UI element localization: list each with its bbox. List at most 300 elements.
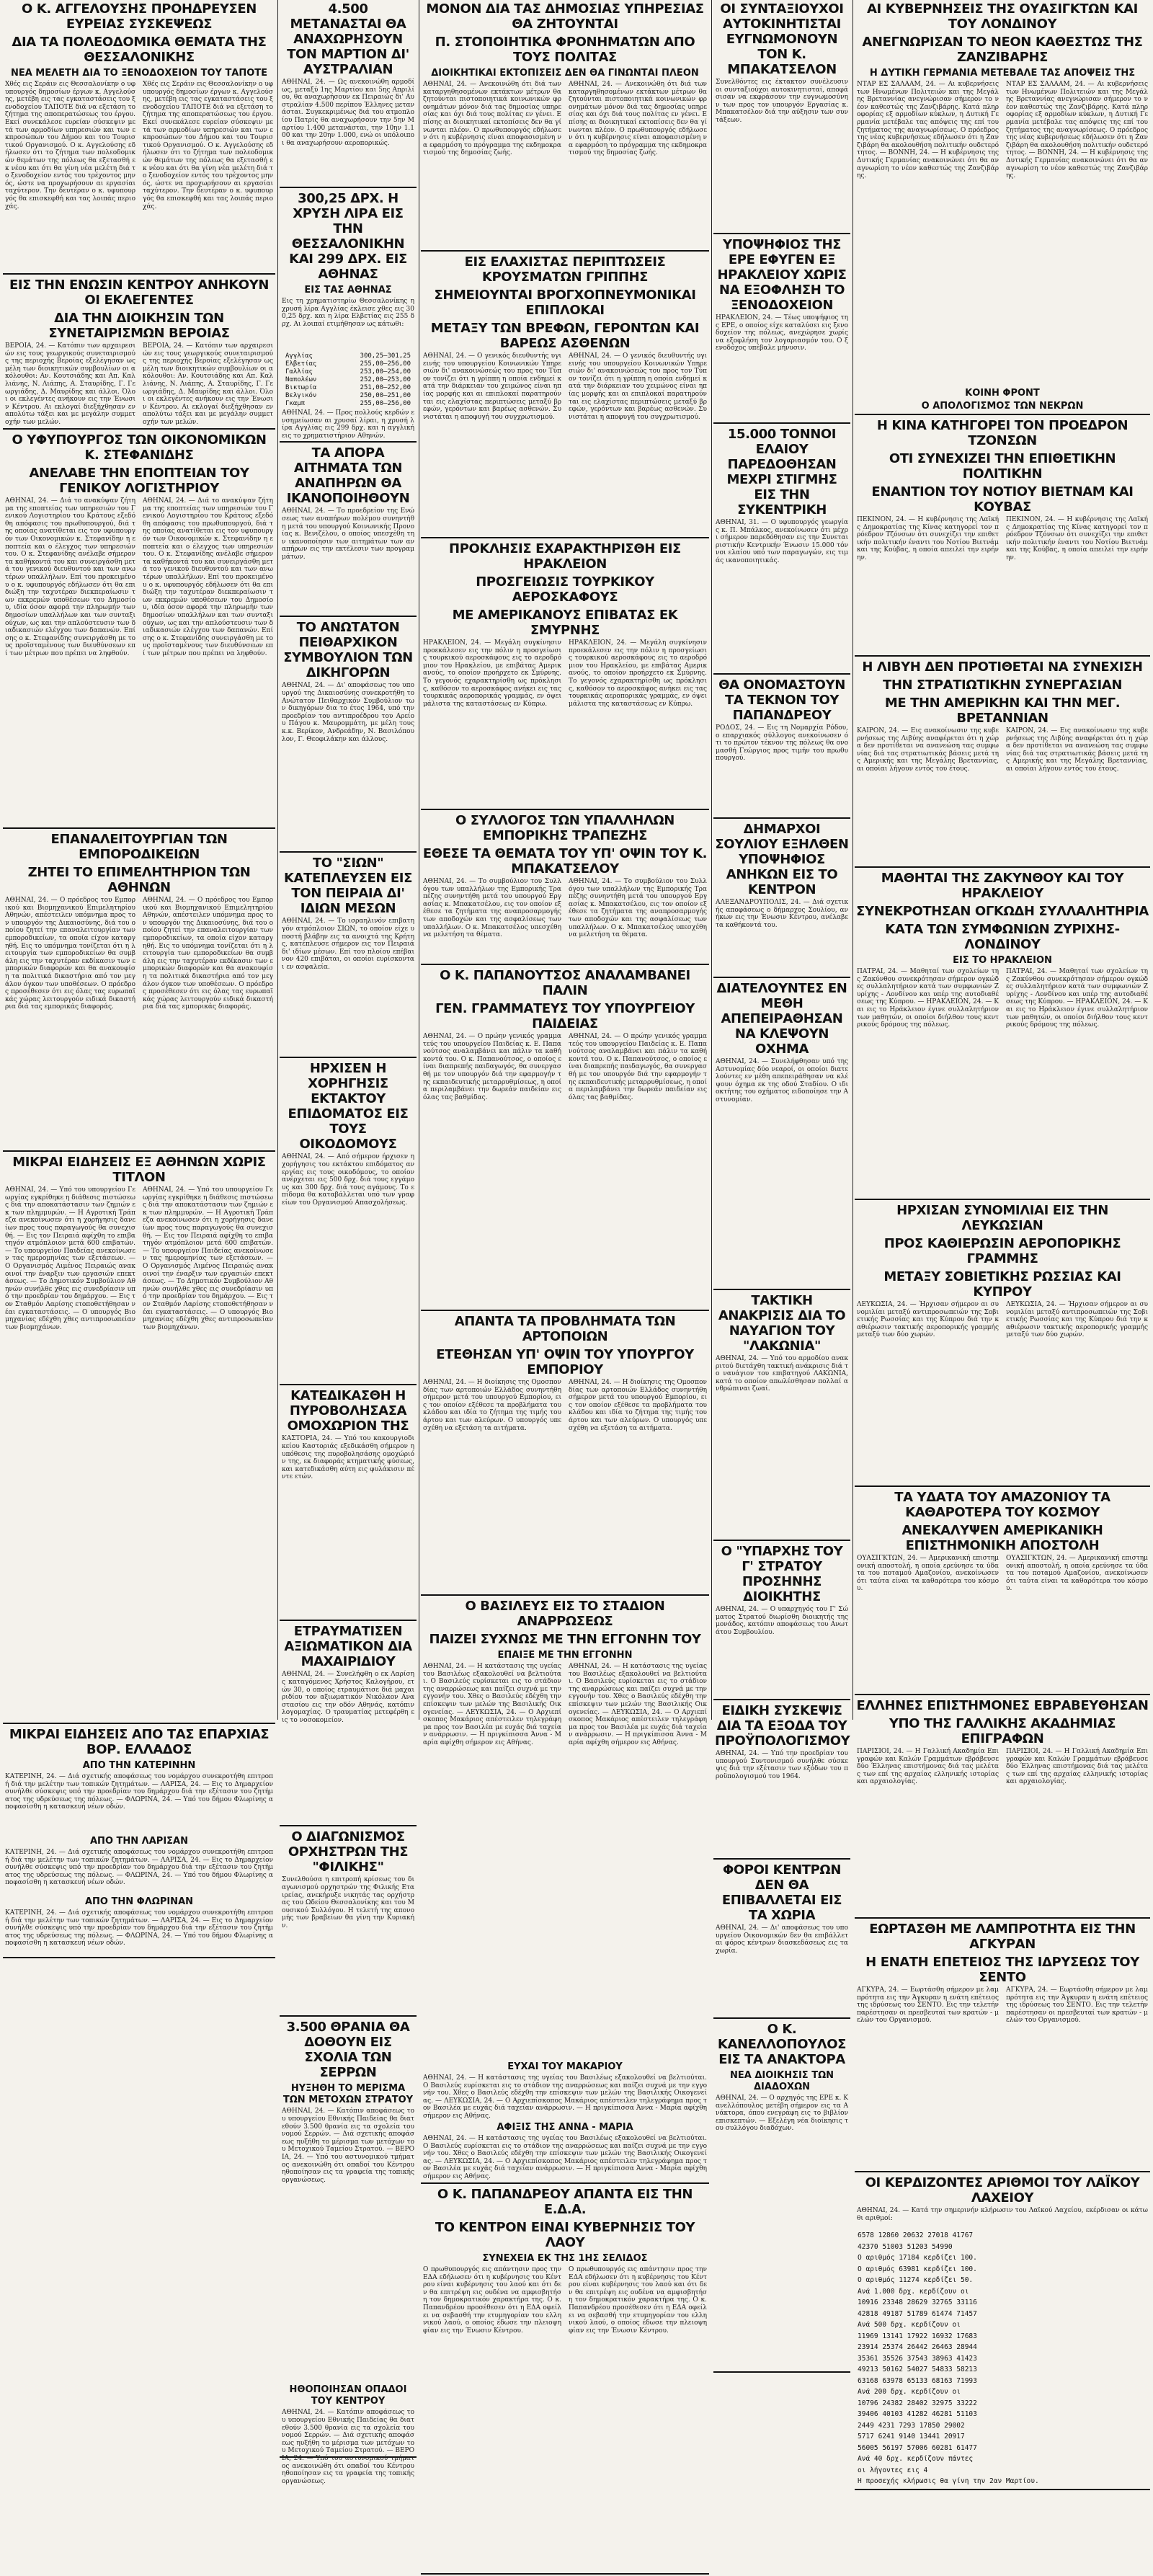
article-body bbox=[855, 968, 1150, 1197]
lottery-number-line: 42370 51003 51203 54990 bbox=[858, 2242, 953, 2251]
headline: Ο Κ. ΠΑΠΑΝΔΡΕΟΥ ΑΠΑΝΤΑ ΕΙΣ ΤΗΝ Ε.Δ.Α. bbox=[437, 2187, 693, 2217]
headline: Ο ΣΥΛΛΟΓΟΣ ΤΩΝ ΥΠΑΛΛΗΛΩΝ ΕΜΠΟΡΙΚΗΣ ΤΡΑΠΕΖΗΣ bbox=[455, 813, 675, 843]
body-text-continued: ΝΤΑΡ ΕΣ ΣΑΛΑΑΜ, 24. — Αι κυβερνήσεις των Ηνωμένων Πολιτειών και της Μεγάλης Βρεταννίας ανεγνώρισαν σήμερον το νέον καθεστώς της Ζανζιβάρης. Κατά πληροφορίας εξ αρμοδίων κύκλων, η Δυτική Γερμανία μετέβαλε τας απόψεις της επί του ζητήματος της αναγνωρίσεως. Ο πρόεδρος της νέας κυβερνήσεως εδήλωσεν ότι η Ζανζιβάρη θα ακολουθήση πολιτικήν ουδετερότητος. — ΒΟΝΝΗ, 24. — Η κυβέρνησις της Δυτικής Γερμανίας ανακοινώνει ότι θα αναγνωρίση το νέον καθεστώς της Ζανζιβάρης. bbox=[1006, 81, 1148, 180]
headline: Ο ΒΑΣΙΛΕΥΣ ΕΙΣ ΤΟ ΣΤΑΔΙΟΝ ΑΝΑΡΡΩΣΕΩΣ bbox=[465, 1599, 665, 1629]
headline: ΕΙΣ ΤΗΝ ΕΝΩΣΙΝ ΚΕΝΤΡΟΥ ΑΝΗΚΟΥΝ ΟΙ ΕΚΛΕΓΕΝΤΕΣ bbox=[9, 277, 269, 308]
article bbox=[421, 0, 709, 249]
article-body bbox=[3, 897, 275, 1149]
article bbox=[713, 1292, 850, 1538]
article bbox=[280, 2018, 417, 2485]
body-text: ΑΘΗΝΑΙ, 24. — Κατά την σημερινήν κλήρωσιν του Λαϊκού Λαχείου, εκέρδισαν οι κάτωθι αριθμοί: bbox=[857, 2207, 1148, 2222]
headline: ΑΝΕΚΑΛΥΨΕΝ ΑΜΕΡΙΚΑΝΙΚΗ ΕΠΙΣΤΗΜΟΝΙΚΗ ΑΠΟΣΤΟΛΗ bbox=[902, 1523, 1103, 1553]
body-text: ΑΛΕΞΑΝΔΡΟΥΠΟΛΙΣ, 24. — Διά σχετικής αποφάσεως ο δήμαρχος Σουλίου, ανήκων εις την Ένωσιν Κέντρου, ανέλαβε τα καθήκοντά του. bbox=[716, 899, 848, 929]
body-text: ΗΡΑΚΛΕΙΟΝ, 24. — Μεγάλη συγκίνησιν προεκάλεσεν εις την πόλιν η προσγείωσις τουρκικού αεροσκάφους εις το αεροδρόμιον του Ηρακλείου, με επιβάτας Αμερικανούς, το οποίον προήρχετο εκ Σμύρνης. Το γεγονός εχαρακτηρίσθη ως πρόκλησις, καθόσον το αεροσκάφος ανήκει εις τας τουρκικάς αεροπορικάς γραμμάς, εν όψει μάλιστα της καταστάσεως εν Κύπρω. bbox=[423, 639, 561, 708]
body-text: ΒΕΡΟΙΑ, 24. — Κατόπιν των αρχαιρεσιών εις τους γεωργικούς συνεταιρισμούς της περιοχής Βεροίας εξελέγησαν ως μέλη των διοικητικών συμβουλίων οι ακόλουθοι: Αν. Κουτσιάδης και Απ. Καλλιάνης, Ν. Λιάπης, Α. Σταυρίδης, Γ. Γεωργιάδης, Δ. Μαυρίδης και άλλοι. Όλοι οι εκλεγέντες ανήκουν εις την Ένωσιν Κέντρου. Αι εκλογαί διεξήχθησαν εν απολύτω τάξει και με μεγάλην συμμετοχήν των μελών. bbox=[5, 342, 135, 426]
section-heading: Ο ΑΠΟΛΟΓΙΣΜΟΣ ΤΩΝ ΝΕΚΡΩΝ bbox=[921, 401, 1084, 412]
headline: ΤΟ "ΣΙΩΝ" ΚΑΤΕΠΛΕΥΣΕΝ ΕΙΣ ΤΟΝ ΠΕΙΡΑΙΑ ΔΙ' ΙΔΙΩΝ ΜΕΣΩΝ bbox=[284, 856, 412, 917]
headline: ΠΡΟΣ ΚΑΘΙΕΡΩΣΙΝ ΑΕΡΟΠΟΡΙΚΗΣ ΓΡΑΜΜΗΣ bbox=[883, 1236, 1121, 1266]
article-body bbox=[421, 2266, 709, 2572]
article-divider bbox=[280, 2015, 417, 2017]
article bbox=[280, 190, 417, 440]
article-body bbox=[3, 81, 275, 272]
headline: ΟΤΙ ΣΥΝΕΧΙΖΕΙ ΤΗΝ ΕΠΙΘΕΤΙΚΗΝ ΠΟΛΙΤΙΚΗΝ bbox=[889, 451, 1116, 481]
headline: ΔΙΑ ΤΑ ΠΟΛΕΟΔΟΜΙΚΑ ΘΕΜΑΤΑ ΤΗΣ ΘΕΣΣΑΛΟΝΙΚΗΣ bbox=[12, 35, 267, 65]
article-divider bbox=[421, 809, 709, 810]
article bbox=[855, 2174, 1150, 2487]
subheadline: ΕΙΣ ΤΟ ΗΡΑΚΛΕΙΟΝ bbox=[953, 955, 1052, 966]
currency-rate: 255,00—256,00 bbox=[360, 400, 411, 407]
column-1 bbox=[3, 0, 275, 1960]
article-divider bbox=[713, 1858, 850, 1860]
currency-rate: 251,00—252,00 bbox=[360, 384, 411, 391]
body-text: ΑΘΗΝΑΙ, 24. — Κατόπιν αποφάσεως του υπουργείου Εθνικής Παιδείας θα διατεθούν 3.500 θρανία εις τα σχολεία του νομού Σερρών. — Διά σχετικής αποφάσεως ηυξήθη το μέρισμα των μετόχων του Μετοχικού Ταμείου Στρατού. — ΒΕΡΟΙΑ, 24. — Υπό του αστυνομικού τμήματος ανεκοινώθη ότι οπαδοί του Κέντρου ηθοποίησαν εις τα γραφεία της τοπικής οργανώσεως. bbox=[282, 2108, 414, 2184]
body-text: ΑΘΗΝΑΙ, 24. — Συνελήφθησαν υπό της Αστυνομίας δύο νεαροί, οι οποίοι διατελούντες εν μέθη απεπειράθησαν να κλέψουν όχημα εκ της οδού Σταδίου. Ο ιδιοκτήτης του οχήματος ειδοποίησε την Αστυνομίαν. bbox=[716, 1058, 848, 1103]
article-divider bbox=[421, 1310, 709, 1311]
article-divider bbox=[855, 866, 1150, 868]
subheadline: ΝΕΑ ΔΙΟΙΚΗΣΙΣ ΤΩΝ ΔΙΑΔΟΧΩΝ bbox=[729, 2070, 834, 2092]
headline: ΖΗΤΕΙ ΤΟ ΕΠΙΜΕΛΗΤΗΡΙΟΝ ΤΩΝ ΑΘΗΝΩΝ bbox=[27, 865, 251, 895]
headline: Η ΕΝΑΤΗ ΕΠΕΤΕΙΟΣ ΤΗΣ ΙΔΡΥΣΕΩΣ ΤΟΥ ΣΕΝΤΟ bbox=[865, 1955, 1139, 1985]
body-text-continued: Ο πρωθυπουργός εις απάντησιν προς την ΕΔΑ εδήλωσεν ότι η κυβέρνησις του Κέντρου είναι κυβέρνησις του λαού και ότι δεν θα επιτρέψη εις ουδένα να αμφισβητήση τον δημοκρατικόν χαρακτήρα της. Ο κ. Παπανδρέου προσέθεσεν ότι η ΕΔΑ οφείλει να σεβασθή την ετυμηγορίαν του ελληνικού λαού, ο οποίος έδωσε την πλειοψηφίαν εις την Ένωσιν Κέντρου. bbox=[569, 2266, 707, 2335]
subheadline: ΑΠΟ ΤΗΝ ΚΑΤΕΡΙΝΗΝ bbox=[82, 1760, 196, 1771]
body-text-continued: ΛΕΥΚΩΣΙΑ, 24. — Ήρχισαν σήμερον αι συνομιλίαι μεταξύ αντιπροσωπειών της Σοβιετικής Ρωσσίας και της Κύπρου διά την καθιέρωσιν τακτικής αεροπορικής γραμμής μεταξύ των δύο χωρών. bbox=[1006, 1301, 1148, 1339]
body-text-continued: ΟΥΑΣΙΓΚΤΩΝ, 24. — Αμερικανική επιστημονική αποστολή, η οποία ερεύνησε τα ύδατα του ποταμού Αμαζονίου, ανεκοίνωσεν ότι ταύτα είναι τα καθαρότερα του κόσμου. bbox=[1006, 1555, 1148, 1593]
body-text-continued: ΑΘΗΝΑΙ, 24. — Η κατάστασις της υγείας του Βασιλέως εξακολουθεί να βελτιούται. Ο Βασιλεύς ευρίσκεται εις το στάδιον της αναρρώσεως και παίζει συχνά με την εγγονήν του. Χθες ο Βασιλεύς εδέχθη την επίσκεψιν των μελών της Βασιλικής Οικογενείας. — ΛΕΥΚΩΣΙΑ, 24. — Ο Αρχιεπίσκοπος Μακάριος απέστειλεν τηλεγράφημα προς τον Βασιλέα με ευχάς διά ταχείαν ανάρρωσιν. — Η πριγκίπισσα Άννα - Μαρία αφίχθη σήμερον εις Αθήνας. bbox=[569, 1663, 707, 1746]
article-body bbox=[855, 1555, 1150, 1692]
article-body bbox=[421, 352, 709, 536]
lottery-number-line: 39406 40103 41282 46281 51103 bbox=[858, 2410, 977, 2418]
article-body bbox=[855, 81, 1150, 386]
article-body bbox=[421, 1663, 709, 2060]
headline: 15.000 ΤΟΝΝΟΙ ΕΛΑΙΟΥ ΠΑΡΕΔΟΘΗΣΑΝ ΜΕΧΡΙ ΣΤΙΓΜΗΣ ΕΙΣ ΤΗΝ ΣΥΚΕΝΤΡΙΚΗ bbox=[726, 427, 837, 518]
lottery-number-line: 63168 63978 65133 68163 71993 bbox=[858, 2376, 977, 2385]
article bbox=[280, 1060, 417, 1382]
exchange-rates-table bbox=[280, 351, 417, 409]
headline: ΣΗΜΕΙΟΥΝΤΑΙ ΒΡΟΓΧΟΠΝΕΥΜΟΝΙΚΑΙ ΕΠΙΠΛΟΚΑΙ bbox=[434, 288, 696, 318]
article-divider bbox=[713, 1540, 850, 1541]
column-5 bbox=[855, 0, 1150, 2492]
article-body bbox=[3, 342, 275, 427]
article-body bbox=[855, 727, 1150, 865]
body-text: Εις τη χρηματιστηρίω Θεσσαλονίκης η χρυσή λίρα Αγγλίας έκλεισε χθες εις 300,25 δρχ. και η λίρα Ελβετίας εις 255 δρχ. Αι λοιπαί ετιμήθησαν ως κάτωθι: bbox=[282, 298, 414, 328]
lottery-number-line: 35361 35526 37543 38963 41423 bbox=[858, 2354, 977, 2363]
article-divider bbox=[421, 2573, 709, 2575]
body-text: ΑΘΗΝΑΙ, 24. — Από σήμερον ήρχισεν η χορήγησις του εκτάκτου επιδόματος ανεργίας εις τους οικοδόμους, το οποίον ανέρχεται εις 500 δρχ. διά τους εγγάμους και 300 δρχ. διά τους αγάμους. Το επίδομα θα καταβάλλεται υπό των γραφείων του Οργανισμού Απασχολήσεως. bbox=[282, 1153, 414, 1207]
currency-name: Γαλλίας bbox=[285, 368, 313, 376]
body-text: ΠΑΤΡΑΙ, 24. — Μαθηταί των σχολείων της Ζακύνθου συνεκρότησαν σήμερον ογκώδες συλλαλητήριον κατά των συμφωνιών Ζυρίχης - Λονδίνου και υπέρ της αυτοδιαθέσεως της Κύπρου. — ΗΡΑΚΛΕΙΟΝ, 24. — Και εις το Ηράκλειον έγινε συλλαλητήριον των μαθητών, οι οποίοι διήλθον τους κεντρικούς δρόμους της πόλεως. bbox=[857, 968, 999, 1029]
body-text-snippet: ΚΑΤΕΡΙΝΗ, 24. — Διά σχετικής αποφάσεως του νομάρχου συνεκροτήθη επιτροπή διά την μελέτην των τοπικών ζητημάτων. — ΛΑΡΙΣΑ, 24. — Εις το Δημαρχείον συνήλθε σύσκεψις υπό την προεδρίαν του δημάρχου διά την εξέτασιν του ζητήματος της υδρεύσεως της πόλεως. — ΦΛΩΡΙΝΑ, 24. — Υπό του δήμου Φλωρίνης αποφασίσθη η κατασκευή νέων οδών. bbox=[5, 1849, 273, 1887]
article-divider bbox=[855, 2171, 1150, 2172]
subheadline: ΣΥΝΕΧΕΙΑ ΕΚ ΤΗΣ 1ΗΣ ΣΕΛΙΔΟΣ bbox=[482, 2253, 648, 2264]
headline: ΕΝΑΝΤΙΟΝ ΤΟΥ ΝΟΤΙΟΥ ΒΙΕΤΝΑΜ ΚΑΙ ΚΟΥΒΑΣ bbox=[871, 484, 1134, 515]
headline: ΤΑ ΥΔΑΤΑ ΤΟΥ ΑΜΑΖΟΝΙΟΥ ΤΑ ΚΑΘΑΡΟΤΕΡΑ ΤΟΥ ΚΟΣΜΟΥ bbox=[894, 1490, 1110, 1520]
body-text-continued: ΑΘΗΝΑΙ, 24. — Ανεκοινώθη ότι διά των καταργηθησομένων εκτάκτων μέτρων θα ζητούνται πιστοποιητικά κοινωνικών φρονημάτων μόνον διά τας δημοσίας υπηρεσίας και όχι διά τους πολίτας εν γένει. Επίσης αι διοικητικαί εκτοπίσεις δεν θα γίνωνται πλέον. Ο πρωθυπουργός εδήλωσεν ότι η κυβέρνησις είναι αποφασισμένη να εφαρμόση το πρόγραμμα της εκδημοκρατισμού της δημοσίας ζωής. bbox=[569, 81, 707, 157]
article-divider bbox=[3, 273, 275, 275]
article-divider bbox=[280, 1825, 417, 1826]
column-rule bbox=[852, 0, 853, 1720]
headline: ΕΛΛΗΝΕΣ ΕΠΙΣΤΗΜΟΝΕΣ ΕΒΡΑΒΕΥΘΗΣΑΝ bbox=[856, 1698, 1149, 1713]
lottery-number-line: Ανά 40 δρχ. κερδίζουν πάντες bbox=[858, 2455, 974, 2463]
lottery-number-line: οι λήγοντες εις 4 bbox=[858, 2466, 928, 2474]
article-divider bbox=[280, 441, 417, 443]
article-divider bbox=[3, 1723, 275, 1724]
article bbox=[713, 676, 850, 816]
body-text-continued: ΑΘΗΝΑΙ, 24. — Το συμβούλιον του Συλλόγου των υπαλλήλων της Εμπορικής Τραπέζης συνηντήθη μετά του υπουργού Εργασίας κ. Μπακατσέλου, εις τον οποίον εξέθεσε τα ζητήματα της αναπροσαρμογής των αποδοχών και της ασφαλίσεως των υπαλλήλων. Ο κ. Μπακατσέλος υπεσχέθη να μελετήση τα θέματα. bbox=[569, 878, 707, 939]
currency-rate: 252,00—253,00 bbox=[360, 376, 411, 383]
body-text: ΑΘΗΝΑΙ, 24. — Η διοίκησις της Ομοσπονδίας των αρτοποιών Ελλάδος συνηντήθη σήμερον μετά του υπουργού Εμπορίου, εις τον οποίον εξέθεσε τα προβλήματα του κλάδου και ιδία το ζήτημα της τιμής του άρτου και των αλεύρων. Ο υπουργός υπεσχέθη να εξετάση τα αιτήματα. bbox=[423, 1379, 561, 1432]
article bbox=[421, 2185, 709, 2572]
headline: Π. ΣΤΟΠΟΙΗΤΙΚΑ ΦΡΟΝΗΜΑΤΩΝ ΑΠΟ ΤΟΥΣ ΠΟΛΙΤΑΣ bbox=[435, 35, 695, 65]
lottery-number-line: 10916 23348 28629 32765 33116 bbox=[858, 2299, 977, 2306]
lottery-number-line: 6578 12860 20632 27018 41767 bbox=[858, 2231, 974, 2239]
headline: ΦΟΡΟΙ ΚΕΝΤΡΩΝ ΔΕΝ ΘΑ ΕΠΙΒΑΛΛΕΤΑΙ ΕΙΣ ΤΑ ΧΩΡΙΑ bbox=[721, 1862, 842, 1923]
article-divider bbox=[855, 2489, 1150, 2490]
body-text: ΑΘΗΝΑΙ, 24. — Προς πολλούς κερδών ενσημείωσαν αι χρυσαί λίραι, η χρυσή λίρα Αγγλίας εις 299 δρχ. και η αγγλική εις το χρηματιστήριον Αθηνών. bbox=[282, 409, 414, 440]
body-text: ΚΑΙΡΟΝ, 24. — Εις ανακοίνωσιν της κυβερνήσεως της Λιβύης αναφέρεται ότι η χώρα δεν προτίθεται να ανανεώση τας συμφωνίας διά τας στρατιωτικάς βάσεις μετά της Αμερικής και της Μεγάλης Βρεταννίας, αι οποίαι λήγουν εντός του έτους. bbox=[857, 727, 999, 773]
article-divider bbox=[3, 1150, 275, 1152]
currency-name: Ναπολέων bbox=[285, 376, 317, 383]
body-text: ΟΥΑΣΙΓΚΤΩΝ, 24. — Αμερικανική επιστημονική αποστολή, η οποία ερεύνησε τα ύδατα του ποταμού Αμαζονίου, ανεκοίνωσεν ότι ταύτα είναι τα καθαρότερα του κόσμου. bbox=[857, 1555, 999, 1593]
article-divider bbox=[713, 673, 850, 675]
subheadline: Η ΔΥΤΙΚΗ ΓΕΡΜΑΝΙΑ ΜΕΤΕΒΑΛΕ ΤΑΣ ΑΠΟΨΕΙΣ ΤΗΣ bbox=[869, 68, 1136, 79]
subheadline: ΕΙΣ ΤΑΣ ΑΘΗΝΑΣ bbox=[304, 285, 392, 296]
currency-name: Βελγικόν bbox=[285, 392, 317, 399]
body-text: ΑΘΗΝΑΙ, 24. — Το προεδρείον της Ενώσεως των αναπήρων πολέμου συνηντήθη μετά του υπουργού Κοινωνικής Προνοίας κ. Βενιζέλου, ο οποίος υπεσχέθη την ικανοποίησιν των αιτημάτων των αναπήρων εις την εκτέλεσιν των προγραμμάτων. bbox=[282, 507, 414, 561]
body-text: ΑΘΗΝΑΙ, 31. — Ο υφυπουργός γεωργίας κ. Π. Μπάλκος, ανεκοίνωσεν ότι μέχρι σήμερον παρεδόθησαν εις την Συνεταιριστικήν Κεντρικήν Ένωσιν 15.000 τόννοι ελαίου υπό των παραγωγών, εις τιμάς ικανοποιητικάς. bbox=[716, 519, 848, 564]
article bbox=[3, 431, 275, 826]
body-text: ΑΘΗΝΑΙ, 24. — Το συμβούλιον του Συλλόγου των υπαλλήλων της Εμπορικής Τραπέζης συνηντήθη μετά του υπουργού Εργασίας κ. Μπακατσέλου, εις τον οποίον εξέθεσε τα ζητήματα της αναπροσαρμογής των αποδοχών και της ασφαλίσεως των υπαλλήλων. Ο κ. Μπακατσέλος υπεσχέθη να μελετήση τα θέματα. bbox=[423, 878, 561, 939]
article-divider bbox=[855, 1694, 1150, 1695]
headline: ΣΥΝΕΚΡΟΤΗΣΑΝ ΟΓΚΩΔΗ ΣΥΛΛΑΛΗΤΗΡΙΑ bbox=[856, 904, 1149, 919]
lottery-number-line: 11969 13141 17922 16932 17683 bbox=[858, 2332, 977, 2340]
body-text-continued: ΒΕΡΟΙΑ, 24. — Κατόπιν των αρχαιρεσιών εις τους γεωργικούς συνεταιρισμούς της περιοχής Βεροίας εξελέγησαν ως μέλη των διοικητικών συμβουλίων οι ακόλουθοι: Αν. Κουτσιάδης και Απ. Καλλιάνης, Ν. Λιάπης, Α. Σταυρίδης, Γ. Γεωργιάδης, Δ. Μαυρίδης και άλλοι. Όλοι οι εκλεγέντες ανήκουν εις την Ένωσιν Κέντρου. Αι εκλογαί διεξήχθησαν εν απολύτω τάξει και με μεγάλην συμμετοχήν των μελών. bbox=[143, 342, 273, 426]
article-body bbox=[421, 1033, 709, 1308]
table-row bbox=[285, 352, 411, 360]
article bbox=[855, 1920, 1150, 2169]
headline: ΠΡΟΚΛΗΣΙΣ ΕΧΑΡΑΚΤΗΡΙΣΘΗ ΕΙΣ ΗΡΑΚΛΕΙΟΝ bbox=[449, 541, 681, 572]
article-body bbox=[855, 516, 1150, 654]
body-text: ΑΘΗΝΑΙ, 24. — Το ισραηλινόν επιβατηγόν ατμόπλοιον ΣΙΩΝ, το οποίον είχε υποστή βλάβην εις τα ανοιχτά της Κρήτης, κατέπλευσε σήμερον εις τον Πειραιά δι' ιδίων μέσων. Επί του πλοίου επέβαινον 420 επιβάται, οι οποίοι ευρίσκονται εν ασφαλεία. bbox=[282, 918, 414, 971]
lottery-number-line: Ανά 1.000 δρχ. κερδίζουν οι bbox=[858, 2287, 969, 2296]
article bbox=[855, 1488, 1150, 1692]
headline: ΑΠΑΝΤΑ ΤΑ ΠΡΟΒΛΗΜΑΤΑ ΤΩΝ ΑΡΤΟΠΟΙΩΝ bbox=[454, 1314, 676, 1344]
article bbox=[855, 1202, 1150, 1484]
subheadline: ΗΘΟΠΟΙΗΣΑΝ ΟΠΑΔΟΙ ΤΟΥ ΚΕΝΤΡΟΥ bbox=[289, 2384, 407, 2407]
headline: ΔΙΑΤΕΛΟΥΝΤΕΣ ΕΝ ΜΕΘΗ ΑΠΕΠΕΙΡΑΘΗΣΑΝ ΝΑ ΚΛΕΨΟΥΝ ΟΧΗΜΑ bbox=[716, 981, 847, 1057]
headline: ΗΡΧΙΣΕΝ Η ΧΟΡΗΓΗΣΙΣ ΕΚΤΑΚΤΟΥ ΕΠΙΔΟΜΑΤΟΣ ΕΙΣ ΤΟΥΣ ΟΙΚΟΔΟΜΟΥΣ bbox=[288, 1061, 409, 1152]
column-rule bbox=[711, 0, 712, 1720]
headline: 4.500 ΜΕΤΑΝΑΣΤΑΙ ΘΑ ΑΝΑΧΩΡΗΣΟΥΝ ΤΟΝ ΜΑΡΤΙΟΝ ΔΙ' ΑΥΣΤΡΑΛΙΑΝ bbox=[287, 1, 409, 77]
body-text: ΠΕΚΙΝΟΝ, 24. — Η κυβέρνησις της Λαϊκής Δημοκρατίας της Κίνας κατηγορεί τον πρόεδρον Τζόνσων ότι συνεχίζει την επιθετικήν πολιτικήν έναντι του Νοτίου Βιετνάμ και της Κούβας, η οποία απειλεί την ειρήνην. bbox=[857, 516, 999, 561]
headline: Η ΛΙΒΥΗ ΔΕΝ ΠΡΟΤΙΘΕΤΑΙ ΝΑ ΣΥΝΕΧΙΣΗ bbox=[862, 659, 1143, 675]
article-divider bbox=[713, 977, 850, 978]
headline: ΟΙ ΣΥΝΤΑΞΙΟΥΧΟΙ ΑΥΤΟΚΙΝΗΤΙΣΤΑΙ ΕΥΓΝΩΜΟΝΟΥΝ ΤΟΝ Κ. ΜΠΑΚΑΤΣΕΛΟΝ bbox=[720, 1, 844, 77]
body-text: ΡΟΔΟΣ, 24. — Εις τη Νομαρχία Ρόδου, ο επαρχιακός σύλλογος ανεκοίνωσεν ότι το πρώτον τέκνον της πόλεως θα ονομασθή Γεώργιος προς τιμήν του πρωθυπουργού. bbox=[716, 724, 848, 763]
subheadline: ΑΦΙΞΙΣ ΤΗΣ ΑΝΝΑ - ΜΑΡΙΑ bbox=[497, 2122, 633, 2133]
article-divider bbox=[280, 187, 417, 188]
article-divider bbox=[713, 817, 850, 819]
article bbox=[713, 1861, 850, 2016]
article-divider bbox=[280, 1620, 417, 1621]
column-2 bbox=[280, 0, 417, 2485]
article bbox=[421, 1313, 709, 1593]
subheadline: ΝΕΑ ΜΕΛΕΤΗ ΔΙΑ ΤΟ ΞΕΝΟΔΟΧΕΙΟΝ ΤΟΥ ΤΑΠΟΤΕ bbox=[10, 68, 268, 79]
article-divider bbox=[713, 1289, 850, 1290]
article-divider bbox=[421, 250, 709, 252]
headline: ΔΗΜΑΡΧΟΙ ΣΟΥΛΙΟΥ ΕΞΗΛΘΕΝ ΥΠΟΨΗΦΙΟΣ ΑΝΗΚΩΝ ΕΙΣ ΤΟ ΚΕΝΤΡΟΝ bbox=[715, 822, 849, 897]
headline: ΗΡΧΙΣΑΝ ΣΥΝΟΜΙΛΙΑΙ ΕΙΣ ΤΗΝ ΛΕΥΚΩΣΙΑΝ bbox=[896, 1203, 1108, 1233]
subheadline: ΑΠΟ ΤΗΝ ΛΑΡΙΣΑΝ bbox=[90, 1836, 188, 1847]
article bbox=[855, 417, 1150, 654]
lottery-number-line: 23914 25374 26442 26463 28944 bbox=[858, 2343, 977, 2351]
article bbox=[3, 1153, 275, 1721]
headline: ΑΝΕΓΝΩΡΙΣΑΝ ΤΟ ΝΕΟΝ ΚΑΘΕΣΤΩΣ ΤΗΣ ΖΑΝΖΙΒΑΡΗΣ bbox=[862, 35, 1143, 65]
section-heading: ΚΟΙΝΗ ΦΡΟΝΤ bbox=[965, 388, 1040, 399]
article bbox=[3, 830, 275, 1149]
body-text: ΝΤΑΡ ΕΣ ΣΑΛΑΑΜ, 24. — Αι κυβερνήσεις των Ηνωμένων Πολιτειών και της Μεγάλης Βρεταννίας ανεγνώρισαν σήμερον το νέον καθεστώς της Ζανζιβάρης. Κατά πληροφορίας εξ αρμοδίων κύκλων, η Δυτική Γερμανία μετέβαλε τας απόψεις της επί του ζητήματος της αναγνωρίσεως. Ο πρόεδρος της νέας κυβερνήσεως εδήλωσεν ότι η Ζανζιβάρη θα ακολουθήση πολιτικήν ουδετερότητος. — ΒΟΝΝΗ, 24. — Η κυβέρνησις της Δυτικής Γερμανίας ανακοινώνει ότι θα αναγνωρίση το νέον καθεστώς της Ζανζιβάρης. bbox=[857, 81, 999, 180]
headline: ΕΠΑΝΑΛΕΙΤΟΥΡΓΙΑΝ ΤΩΝ ΕΜΠΟΡΟΔΙΚΕΙΩΝ bbox=[50, 832, 228, 862]
article bbox=[713, 2020, 850, 2370]
table-row bbox=[285, 368, 411, 376]
article-divider bbox=[713, 2017, 850, 2019]
column-rule bbox=[277, 0, 278, 1720]
article-divider bbox=[3, 1957, 275, 1958]
article bbox=[280, 618, 417, 850]
headline: ΑΝΕΛΑΒΕ ΤΗΝ ΕΠΟΠΤΕΙΑΝ ΤΟΥ ΓΕΝΙΚΟΥ ΛΟΓΙΣΤΗΡΙΟΥ bbox=[29, 466, 249, 496]
body-text-continued: ΑΘΗΝΑΙ, 24. — Η διοίκησις της Ομοσπονδίας των αρτοποιών Ελλάδος συνηντήθη σήμερον μετά του υπουργού Εμπορίου, εις τον οποίον εξέθεσε τα προβλήματα του κλάδου και ιδία το ζήτημα της τιμής του άρτου και των αλεύρων. Ο υπουργός υπεσχέθη να εξετάση τα αιτήματα. bbox=[569, 1379, 707, 1432]
currency-name: Γκαμπ bbox=[285, 400, 306, 407]
body-text-continued: ΑΘΗΝΑΙ, 24. — Υπό του υπουργείου Γεωργίας εγκρίθηκε η διάθεσις πιστώσεως διά την αποκατάστασιν των ζημιών εκ των πλημμυρών. — Η Αγροτική Τράπεζα ανεκοίνωσεν ότι η χορήγησις δανείων προς τους παραγωγούς θα συνεχισθή. — Εις τον Πειραιά αφίχθη το επιβατηγόν ατμόπλοιον μετά 600 επιβατών. — Το υπουργείον Παιδείας ανεκοίνωσεν τας ημερομηνίας των εξετάσεων. — Ο Οργανισμός Λιμένος Πειραιώς ανακοινοί την έναρξιν των εργασιών επεκτάσεως. — Το Δημοτικόν Συμβούλιον Αθηνών συνήλθε χθες εις συνεδρίασιν υπό την προεδρίαν του δημάρχου. — Εις τον Σταθμόν Λαρίσης ετοποθετήθησαν νέαι εγκαταστάσεις. — Ο υπουργός Βιομηχανίας εδέχθη χθες αντιπροσωπείαν των βιομηχάνων. bbox=[143, 1186, 273, 1331]
headline: ΤΑΚΤΙΚΗ ΑΝΑΚΡΙΣΙΣ ΔΙΑ ΤΟ ΝΑΥΑΓΙΟΝ ΤΟΥ "ΛΑΚΩΝΙΑ" bbox=[718, 1293, 846, 1354]
body-text: ΑΘΗΝΑΙ, 24. — Δι' αποφάσεως του υπουργού της Δικαιοσύνης συνεκροτήθη το Ανώτατον Πειθαρχικόν Συμβούλιον των δικηγόρων δια το έτος 1964, υπό την προεδρίαν του αντιπροέδρου του Αρείου Πάγου κ. Μαυρομμάτη, με μέλη τους κ.κ. Βερίκον, Ανδρεάδην, Ν. Βασιλόπουλον, Γ. Θεοφιλάκην και άλλους. bbox=[282, 682, 414, 743]
article-divider bbox=[855, 1199, 1150, 1200]
article-divider bbox=[280, 616, 417, 617]
body-text-continued: Χθές εις Σεράιν εις Θεσσαλονίκην ο υφυπουργός δημοσίων έργων κ. Αγγελούσης, μετέβη εις τας εγκαταστάσεις του ξενοδοχείου ΤΑΠΟΤΕ διά να εξετάση το ζήτημα της αποπερατώσεως του έργου. Εκεί συνεκάλεσε ευρείαν σύσκεψιν μετά των αρμοδίων υπηρεσιών και των εκπροσώπων του Δήμου και του Τουριστικού Οργανισμού. Ο κ. Αγγελούσης εδήλωσεν ότι το ζήτημα των πολεοδομικών θεμάτων της πόλεως θα εξετασθή εκ νέου και ότι θα γίνη νέα μελέτη διά το ξενοδοχείον εντός του τρέχοντος μηνός, ώστε να προχωρήσουν αι εργασίαι ταχύτερον. Την δευτέραν ο κ. υφυπουργός θα επισκεφθή και τας λοιπάς περιοχάς. bbox=[143, 81, 273, 210]
currency-name: Βικτωρία bbox=[285, 384, 317, 391]
body-text: ΚΑΤΕΡΙΝΗ, 24. — Διά σχετικής αποφάσεως του νομάρχου συνεκροτήθη επιτροπή διά την μελέτην των τοπικών ζητημάτων. — ΛΑΡΙΣΑ, 24. — Εις το Δημαρχείον συνήλθε σύσκεψις υπό την προεδρίαν του δημάρχου διά την εξέτασιν του ζητήματος της υδρεύσεως της πόλεως. — ΦΛΩΡΙΝΑ, 24. — Υπό του δήμου Φλωρίνης αποφασίσθη η κατασκευή νέων οδών. bbox=[5, 1773, 273, 1811]
body-text: ΑΘΗΝΑΙ, 24. — Ο υπαρχηγός του Γ' Σώματος Στρατού διωρίσθη διοικητής της μονάδος, κατόπιν αποφάσεως του Ανωτάτου Συμβουλίου. bbox=[716, 1606, 848, 1636]
body-text: ΠΑΡΙΣΙΟΙ, 24. — Η Γαλλική Ακαδημία Επιγραφών και Καλών Γραμμάτων εβράβευσε δύο Έλληνας επιστήμονας διά τας μελέτας των επί της αρχαίας ελληνικής ιστορίας και αρχαιολογίας. bbox=[857, 1748, 999, 1786]
lottery-number-line: Ο αριθμός 17184 κερδίζει 100. bbox=[858, 2254, 977, 2262]
article-body bbox=[421, 639, 709, 807]
body-text: Συνελθόντες εις έκτακτον συνέλευσιν οι συνταξιούχοι αυτοκινητισταί, αποφάσισαν να εκφράσουν την ευγνωμοσύνην των προς τον υπουργόν Εργασίας κ. Μπακατσέλον διά την αύξησιν των συντάξεων. bbox=[716, 79, 848, 124]
lottery-number-line: Ανά 500 δρχ. κερδίζουν οι bbox=[858, 2321, 961, 2329]
headline: 300,25 ΔΡΧ. Η ΧΡΥΣΗ ΛΙΡΑ ΕΙΣ ΤΗΝ ΘΕΣΣΑΛΟΝΙΚΗΝ ΚΑΙ 299 ΔΡΧ. ΕΙΣ ΑΘΗΝΑΣ bbox=[289, 191, 407, 282]
body-text: ΑΘΗΝΑΙ, 24. — Υπό του υπουργείου Γεωργίας εγκρίθηκε η διάθεσις πιστώσεως διά την αποκατάστασιν των ζημιών εκ των πλημμυρών. — Η Αγροτική Τράπεζα ανεκοίνωσεν ότι η χορήγησις δανείων προς τους παραγωγούς θα συνεχισθή. — Εις τον Πειραιά αφίχθη το επιβατηγόν ατμόπλοιον μετά 600 επιβατών. — Το υπουργείον Παιδείας ανεκοίνωσεν τας ημερομηνίας των εξετάσεων. — Ο Οργανισμός Λιμένος Πειραιώς ανακοινοί την έναρξιν των εργασιών επεκτάσεως. — Το Δημοτικόν Συμβούλιον Αθηνών συνήλθε χθες εις συνεδρίασιν υπό την προεδρίαν του δημάρχου. — Εις τον Σταθμόν Λαρίσης ετοποθετήθησαν νέαι εγκαταστάσεις. — Ο υπουργός Βιομηχανίας εδέχθη χθες αντιπροσωπείαν των βιομηχάνων. bbox=[5, 1186, 135, 1331]
currency-name: Ελβετίας bbox=[285, 360, 317, 368]
article bbox=[713, 425, 850, 672]
headline: ΠΡΟΣΓΕΙΩΣΙΣ ΤΟΥΡΚΙΚΟΥ ΑΕΡΟΣΚΑΦΟΥΣ bbox=[476, 574, 654, 605]
subheadline: ΕΥΧΑΙ ΤΟΥ ΜΑΚΑΡΙΟΥ bbox=[507, 2061, 623, 2072]
article-divider bbox=[421, 964, 709, 965]
article bbox=[713, 0, 850, 231]
article bbox=[855, 869, 1150, 1197]
lottery-number-line: Ο αριθμός 11274 κερδίζει 50. bbox=[858, 2276, 974, 2284]
headline: Ο Κ. ΚΑΝΕΛΛΟΠΟΥΛΟΣ ΕΙΣ ΤΑ ΑΝΑΚΤΟΡΑ bbox=[717, 2022, 847, 2067]
article bbox=[713, 820, 850, 975]
article bbox=[713, 980, 850, 1287]
article-divider bbox=[713, 2371, 850, 2373]
table-row bbox=[285, 376, 411, 384]
headline: ΕΤΕΘΗΣΑΝ ΥΠ' ΟΨΙΝ ΤΟΥ ΥΠΟΥΡΓΟΥ ΕΜΠΟΡΙΟΥ bbox=[436, 1347, 694, 1377]
headline: ΕΤΡΑΥΜΑΤΙΣΕΝ ΑΞΙΩΜΑΤΙΚΟΝ ΔΙΑ ΜΑΧΑΙΡΙΔΙΟΥ bbox=[284, 1624, 412, 1670]
body-text-continued: ΗΡΑΚΛΕΙΟΝ, 24. — Μεγάλη συγκίνησιν προεκάλεσεν εις την πόλιν η προσγείωσις τουρκικού αεροσκάφους εις το αεροδρόμιον του Ηρακλείου, με επιβάτας Αμερικανούς, το οποίον προήρχετο εκ Σμύρνης. Το γεγονός εχαρακτηρίσθη ως πρόκλησις, καθόσον το αεροσκάφος ανήκει εις τας τουρκικάς αεροπορικάς γραμμάς, εν όψει μάλιστα της καταστάσεως εν Κύπρω. bbox=[569, 639, 707, 708]
body-text-continued: ΚΑΙΡΟΝ, 24. — Εις ανακοίνωσιν της κυβερνήσεως της Λιβύης αναφέρεται ότι η χώρα δεν προτίθεται να ανανεώση τας συμφωνίας διά τας στρατιωτικάς βάσεις μετά της Αμερικής και της Μεγάλης Βρεταννίας, αι οποίαι λήγουν εντός του έτους. bbox=[1006, 727, 1148, 773]
body-text-continued: ΑΘΗΝΑΙ, 24. — Ο πρώην γενικός γραμματεύς του υπουργείου Παιδείας κ. Ε. Παπανούτσος αναλαμβάνει και πάλιν τα καθήκοντά του. Ο κ. Παπανούτσος, ο οποίος είναι διαπρεπής παιδαγωγός, θα συνεργασθή με τον υπουργόν διά την εφαρμογήν της εκπαιδευτικής μεταρρυθμίσεως, η οποία περιλαμβάνει την δωρεάν παιδείαν εις όλας τας βαθμίδας. bbox=[569, 1033, 707, 1101]
article-body bbox=[421, 878, 709, 962]
article bbox=[855, 0, 1150, 412]
body-text: Συνελθούσα η επιτροπή κρίσεως του διαγωνισμού ορχηστρών της Φιλικής Εταιρείας, ανεκήρυξε νικητάς τας ορχήστρας του Ωδείου Θεσσαλονίκης και του Μουσικού Συλλόγου. Η τελετή της απονομής των βραβείων θα γίνη την Κυριακήν. bbox=[282, 1876, 414, 1929]
body-text-snippet: ΑΘΗΝΑΙ, 24. — Κατόπιν αποφάσεως του υπουργείου Εθνικής Παιδείας θα διατεθούν 3.500 θρανία εις τα σχολεία του νομού Σερρών. — Διά σχετικής αποφάσεως ηυξήθη το μέρισμα των μετόχων του Μετοχικού Ταμείου Στρατού. — ΒΕΡΟΙΑ, 24. — Υπό του αστυνομικού τμήματος ανεκοινώθη ότι οπαδοί του Κέντρου ηθοποίησαν εις τα γραφεία της τοπικής οργανώσεως. bbox=[282, 2409, 414, 2485]
article-divider bbox=[280, 1057, 417, 1058]
headline: ΜΕ ΤΗΝ ΑΜΕΡΙΚΗΝ ΚΑΙ ΤΗΝ ΜΕΓ. ΒΡΕΤΑΝΝΙΑΝ bbox=[884, 696, 1121, 726]
lottery-number-line: Ο αριθμός 63981 κερδίζει 100. bbox=[858, 2265, 977, 2273]
headline: ΕΩΡΤΑΣΘΗ ΜΕ ΛΑΜΠΡΟΤΗΤΑ ΕΙΣ ΤΗΝ ΑΓΚΥΡΑΝ bbox=[869, 1922, 1136, 1952]
headline: Ο ΥΦΥΠΟΥΡΓΟΣ ΤΩΝ ΟΙΚΟΝΟΜΙΚΩΝ Κ. ΣΤΕΦΑΝΙΔΗΣ bbox=[12, 432, 267, 463]
article-body bbox=[855, 1986, 1150, 2169]
table-row bbox=[285, 392, 411, 400]
headline: ΤΑ ΑΠΟΡΑ ΑΙΤΗΜΑΤΑ ΤΩΝ ΑΝΑΠΗΡΩΝ ΘΑ ΙΚΑΝΟΠΟΙΗΘΟΥΝ bbox=[286, 445, 410, 507]
article-divider bbox=[855, 414, 1150, 415]
lottery-number-line: Η προσεχής κλήρωσις θα γίνη την 2αν Μαρτίου. bbox=[858, 2477, 1039, 2485]
article-divider bbox=[855, 1917, 1150, 1919]
article-divider bbox=[3, 428, 275, 430]
article bbox=[280, 854, 417, 1055]
headline: Ο "ΥΠΑΡΧΗΣ ΤΟΥ Γ' ΣΤΡΑΤΟΥ ΠΡΟΣΗΝΗΣ ΔΙΟΙΚΗΤΗΣ bbox=[721, 1544, 843, 1604]
headline: ΠΑΙΖΕΙ ΣΥΧΝΩΣ ΜΕ ΤΗΝ ΕΓΓΟΝΗΝ ΤΟΥ bbox=[429, 1632, 701, 1647]
headline: ΚΑΤΕΔΙΚΑΣΘΗ Η ΠΥΡΟΒΟΛΗΣΑΣΑ ΟΜΟΧΩΡΙΟΝ ΤΗΣ bbox=[287, 1388, 409, 1434]
article bbox=[3, 276, 275, 427]
article-divider bbox=[421, 2182, 709, 2184]
lottery-number-line: 49213 50162 54027 54833 58213 bbox=[858, 2366, 977, 2373]
body-text-snippet: ΚΑΤΕΡΙΝΗ, 24. — Διά σχετικής αποφάσεως του νομάρχου συνεκροτήθη επιτροπή διά την μελέτην των τοπικών ζητημάτων. — ΛΑΡΙΣΑ, 24. — Εις το Δημαρχείον συνήλθε σύσκεψις υπό την προεδρίαν του δημάρχου διά την εξέτασιν του ζητήματος της υδρεύσεως της πόλεως. — ΦΛΩΡΙΝΑ, 24. — Υπό του δήμου Φλωρίνης αποφασίσθη η κατασκευή νέων οδών. bbox=[5, 1909, 273, 1947]
headline: Ο ΔΙΑΓΩΝΙΣΜΟΣ ΟΡΧΗΣΤΡΩΝ ΤΗΣ "ΦΙΛΙΚΗΣ" bbox=[288, 1829, 409, 1875]
body-text: ΑΘΗΝΑΙ, 24. — Ο αρχηγός της ΕΡΕ κ. Κανελλόπουλος μετέβη σήμερον εις τα Ανάκτορα, όπου ενεγράφη εις το βιβλίον επισκεπτών. — Εξελέγη νέα διοίκησις του συλλόγου διαδόχων. bbox=[716, 2095, 848, 2133]
currency-rate: 250,00—251,00 bbox=[360, 392, 411, 399]
headline: ΤΟ ΑΝΩΤΑΤΟΝ ΠΕΙΘΑΡΧΙΚΟΝ ΣΥΜΒΟΥΛΙΟΝ ΤΩΝ ΔΙΚΗΓΟΡΩΝ bbox=[283, 620, 413, 681]
body-text: ΛΕΥΚΩΣΙΑ, 24. — Ήρχισαν σήμερον αι συνομιλίαι μεταξύ αντιπροσωπειών της Σοβιετικής Ρωσσίας και της Κύπρου διά την καθιέρωσιν τακτικής αεροπορικής γραμμής μεταξύ των δύο χωρών. bbox=[857, 1301, 999, 1339]
article bbox=[3, 1726, 275, 1955]
body-text: ΚΑΣΤΟΡΙΑ, 24. — Υπό του κακουργιοδικείου Καστοριάς εξεδικάσθη σήμερον η υπόθεσις της πυροβολησάσης ομοχώριόν της, εκ διαφοράς κτηματικής φύσεως, και κατεδικάσθη αύτη εις φυλάκισιν πέντε ετών. bbox=[282, 1435, 414, 1481]
article bbox=[421, 967, 709, 1308]
body-text-continued: ΠΕΚΙΝΟΝ, 24. — Η κυβέρνησις της Λαϊκής Δημοκρατίας της Κίνας κατηγορεί τον πρόεδρον Τζόνσων ότι συνεχίζει την επιθετικήν πολιτικήν έναντι του Νοτίου Βιετνάμ και της Κούβας, η οποία απειλεί την ειρήνην. bbox=[1006, 516, 1148, 561]
currency-rate: 253,00—254,00 bbox=[360, 368, 411, 376]
article bbox=[280, 1622, 417, 1824]
body-text: ΑΘΗΝΑΙ, 24. — Ο πρώην γενικός γραμματεύς του υπουργείου Παιδείας κ. Ε. Παπανούτσος αναλαμβάνει και πάλιν τα καθήκοντά του. Ο κ. Παπανούτσος, ο οποίος είναι διαπρεπής παιδαγωγός, θα συνεργασθή με τον υπουργόν διά την εφαρμογήν της εκπαιδευτικής μεταρρυθμίσεως, η οποία περιλαμβάνει την δωρεάν παιδείαν εις όλας τας βαθμίδας. bbox=[423, 1033, 561, 1101]
body-text-continued: ΠΑΡΙΣΙΟΙ, 24. — Η Γαλλική Ακαδημία Επιγραφών και Καλών Γραμμάτων εβράβευσε δύο Έλληνας επιστήμονας διά τας μελέτας των επί της αρχαίας ελληνικής ιστορίας και αρχαιολογίας. bbox=[1006, 1748, 1148, 1786]
headline: ΜΕΤΑΞΥ ΤΩΝ ΒΡΕΦΩΝ, ΓΕΡΟΝΤΩΝ ΚΑΙ ΒΑΡΕΩΣ ΑΣΘΕΝΩΝ bbox=[430, 321, 700, 351]
body-text: ΑΘΗΝΑΙ, 24. — Ο πρόεδρος του Εμπορικού και Βιομηχανικού Επιμελητηρίου Αθηνών, απέστειλεν υπόμνημα προς τον υπουργόν της Δικαιοσύνης, διά του οποίου ζητεί την επαναλειτουργίαν των εμποροδικείων, τα οποία είχον καταργηθή. Εις το υπόμνημα τονίζεται ότι η λειτουργία των εμποροδικείων θα συμβάλη εις την ταχυτέραν εκδίκασιν των εμπορικών διαφορών και θα ανακουφίση τα πολιτικά δικαστήρια από τον μεγάλον όγκον των υποθέσεων. Ο πρόεδρος προσέθεσεν ότι εις όλας τας ευρωπαϊκάς χώρας λειτουργούν ειδικά δικαστήρια διά τας εμπορικάς διαφοράς. bbox=[5, 897, 135, 1011]
body-text-snippet: ΑΘΗΝΑΙ, 24. — Η κατάστασις της υγείας του Βασιλέως εξακολουθεί να βελτιούται. Ο Βασιλεύς ευρίσκεται εις το στάδιον της αναρρώσεως και παίζει συχνά με την εγγονήν του. Χθες ο Βασιλεύς εδέχθη την επίσκεψιν των μελών της Βασιλικής Οικογενείας. — ΛΕΥΚΩΣΙΑ, 24. — Ο Αρχιεπίσκοπος Μακάριος απέστειλεν τηλεγράφημα προς τον Βασιλέα με ευχάς διά ταχείαν ανάρρωσιν. — Η πριγκίπισσα Άννα - Μαρία αφίχθη σήμερον εις Αθήνας. bbox=[423, 2074, 707, 2120]
body-text-continued: ΠΑΤΡΑΙ, 24. — Μαθηταί των σχολείων της Ζακύνθου συνεκρότησαν σήμερον ογκώδες συλλαλητήριον κατά των συμφωνιών Ζυρίχης - Λονδίνου και υπέρ της αυτοδιαθέσεως της Κύπρου. — ΗΡΑΚΛΕΙΟΝ, 24. — Και εις το Ηράκλειον έγινε συλλαλητήριον των μαθητών, οι οποίοι διήλθον τους κεντρικούς δρόμους της πόλεως. bbox=[1006, 968, 1148, 1029]
body-text: ΑΘΗΝΑΙ, 24. — Συνελήφθη ο εκ Λαρίσης καταγόμενος Χρήστος Καλογήρου, ετών 30, ο οποίος ετραυμάτισε διά μαχαιριδίου τον αξιωματικόν Νικόλαον Αναστασίου εις την οδόν Αθηνάς, κατόπιν λογομαχίας. Ο τραυματίας μετεφέρθη εις το νοσοκομείον. bbox=[282, 1671, 414, 1724]
subheadline: ΗΥΞΗΘΗ ΤΟ ΜΕΡΙΣΜΑ ΤΩΝ ΜΕΤΟΧΩΝ ΣΤΡΑΤΟΥ bbox=[282, 2083, 414, 2106]
headline: 3.500 ΘΡΑΝΙΑ ΘΑ ΔΟΘΟΥΝ ΕΙΣ ΣΧΟΛΙΑ ΤΩΝ ΣΕΡΡΩΝ bbox=[286, 2020, 410, 2081]
lottery-number-line: 10796 24382 28402 32975 33222 bbox=[858, 2399, 977, 2407]
lottery-number-line: 2449 4231 7293 17850 29002 bbox=[858, 2421, 965, 2430]
headline: ΜΙΚΡΑΙ ΕΙΔΗΣΕΙΣ ΕΞ ΑΘΗΝΩΝ ΧΩΡΙΣ ΤΙΤΛΟΝ bbox=[12, 1155, 266, 1185]
article bbox=[421, 253, 709, 536]
body-text: ΑΓΚΥΡΑ, 24. — Εωρτάσθη σήμερον με λαμπρότητα εις την Άγκυραν η ενάτη επέτειος της ιδρύσεως του ΣΕΝΤΟ. Εις την τελετήν παρέστησαν οι πρεσβευταί των κρατών - μελών του Οργανισμού. bbox=[857, 1986, 999, 2025]
currency-rate: 300,25—301,25 bbox=[360, 352, 411, 360]
body-text-continued: ΑΓΚΥΡΑ, 24. — Εωρτάσθη σήμερον με λαμπρότητα εις την Άγκυραν η ενάτη επέτειος της ιδρύσεως του ΣΕΝΤΟ. Εις την τελετήν παρέστησαν οι πρεσβευταί των κρατών - μελών του Οργανισμού. bbox=[1006, 1986, 1148, 2025]
headline: ΤΗΝ ΣΤΡΑΤΙΩΤΙΚΗΝ ΣΥΝΕΡΓΑΣΙΑΝ bbox=[882, 678, 1123, 693]
headline: ΚΑΤΑ ΤΩΝ ΣΥΜΦΩΝΙΩΝ ΖΥΡΙΧΗΣ-ΛΟΝΔΙΝΟΥ bbox=[885, 922, 1120, 952]
article-divider bbox=[280, 1384, 417, 1385]
headline: ΘΑ ΟΝΟΜΑΣΤΟΥΝ ΤΑ ΤΕΚΝΟΝ ΤΟΥ ΠΑΠΑΝΔΡΕΟΥ bbox=[718, 678, 845, 723]
article bbox=[280, 1387, 417, 1618]
article-divider bbox=[421, 1594, 709, 1596]
article-body bbox=[421, 81, 709, 249]
table-row bbox=[285, 400, 411, 408]
body-text-continued: ΑΘΗΝΑΙ, 24. — Ο πρόεδρος του Εμπορικού και Βιομηχανικού Επιμελητηρίου Αθηνών, απέστειλεν υπόμνημα προς τον υπουργόν της Δικαιοσύνης, διά του οποίου ζητεί την επαναλειτουργίαν των εμποροδικείων, τα οποία είχον καταργηθή. Εις το υπόμνημα τονίζεται ότι η λειτουργία των εμποροδικείων θα συμβάλη εις την ταχυτέραν εκδίκασιν των εμπορικών διαφορών και θα ανακουφίση τα πολιτικά δικαστήρια από τον μεγάλον όγκον των υποθέσεων. Ο πρόεδρος προσέθεσεν ότι εις όλας τας ευρωπαϊκάς χώρας λειτουργούν ειδικά δικαστήρια διά τας εμπορικάς διαφοράς. bbox=[143, 897, 273, 1011]
headline: ΥΠΟΨΗΦΙΟΣ ΤΗΣ ΕΡΕ ΕΦΥΓΕΝ ΕΞ ΗΡΑΚΛΕΙΟΥ ΧΩΡΙΣ ΝΑ ΕΞΟΦΛΗΣΗ ΤΟ ΞΕΝΟΔΟΧΕΙΟΝ bbox=[717, 237, 847, 313]
article-divider bbox=[855, 1485, 1150, 1487]
headline: ΤΟ ΚΕΝΤΡΟΝ ΕΙΝΑΙ ΚΥΒΕΡΝΗΣΙΣ ΤΟΥ ΛΑΟΥ bbox=[435, 2220, 695, 2250]
headline: ΜΟΝΟΝ ΔΙΑ ΤΑΣ ΔΗΜΟΣΙΑΣ ΥΠΗΡΕΣΙΑΣ ΘΑ ΖΗΤΟΥΝΤΑΙ bbox=[426, 1, 704, 32]
body-text: ΑΘΗΝΑΙ, 24. — Δι' αποφάσεως του υπουργείου Οικονομικών δεν θα επιβάλλεται φόρος κέντρων διασκεδάσεως εις τα χωρία. bbox=[716, 1924, 848, 1955]
article-divider bbox=[3, 827, 275, 829]
article-divider bbox=[713, 422, 850, 424]
table-row bbox=[285, 360, 411, 368]
body-text: ΑΘΗΝΑΙ, 24. — Υπό την προεδρίαν του υπουργού Συντονισμού συνήλθε σύσκεψις διά την εξέτασιν των εξόδων του προϋπολογισμού του 1964. bbox=[716, 1750, 848, 1780]
article bbox=[713, 236, 850, 421]
article-body bbox=[421, 1379, 709, 1593]
article bbox=[3, 0, 275, 272]
article bbox=[713, 1702, 850, 1857]
lottery-number-line: 42818 49187 51789 61474 71457 bbox=[858, 2309, 977, 2318]
body-text-continued: ΑΘΗΝΑΙ, 24. — Ο γενικός διευθυντής υγιεινής του υπουργείου Κοινωνικών Υπηρεσιών δι' ανακοινώσεώς του προς τον Τύπον τονίζει ότι η γρίππη η οποία ενδημεί κατά την διάρκειαν του χειμώνος είναι ηπίας μορφής και αι επιπλοκαί παρατηρούνται εις ελαχίστας περιπτώσεις μεταξύ βρεφών, γερόντων και βαρέως ασθενών. Συνιστάται η αποφυγή του συγχρωτισμού. bbox=[569, 352, 707, 421]
article-divider bbox=[713, 1699, 850, 1700]
article bbox=[713, 1542, 850, 1697]
headline: ΕΙΔΙΚΗ ΣΥΣΚΕΨΙΣ ΔΙΑ ΤΑ ΕΞΟΔΑ ΤΟΥ ΠΡΟΫΠΟΛΟΓΙΣΜΟΥ bbox=[715, 1703, 850, 1749]
column-3 bbox=[421, 0, 709, 2576]
headline: ΑΙ ΚΥΒΕΡΝΗΣΕΙΣ ΤΗΣ ΟΥΑΣΙΓΚΤΩΝ ΚΑΙ ΤΟΥ ΛΟΝΔΙΝΟΥ bbox=[867, 1, 1138, 32]
lottery-number-line: 5717 6241 9140 13441 20917 bbox=[858, 2433, 965, 2440]
table-row bbox=[285, 384, 411, 392]
headline: ΕΘΕΣΕ ΤΑ ΘΕΜΑΤΑ ΤΟΥ ΥΠ' ΟΨΙΝ ΤΟΥ Κ. ΜΠΑΚΑΤΣΕΛΟΥ bbox=[422, 846, 708, 876]
body-text: ΑΘΗΝΑΙ, 24. — Η κατάστασις της υγείας του Βασιλέως εξακολουθεί να βελτιούται. Ο Βασιλεύς ευρίσκεται εις το στάδιον της αναρρώσεως και παίζει συχνά με την εγγονήν του. Χθες ο Βασιλεύς εδέχθη την επίσκεψιν των μελών της Βασιλικής Οικογενείας. — ΛΕΥΚΩΣΙΑ, 24. — Ο Αρχιεπίσκοπος Μακάριος απέστειλεν τηλεγράφημα προς τον Βασιλέα με ευχάς διά ταχείαν ανάρρωσιν. — Η πριγκίπισσα Άννα - Μαρία αφίχθη σήμερον εις Αθήνας. bbox=[423, 1663, 561, 1746]
body-text: Χθές εις Σεράιν εις Θεσσαλονίκην ο υφυπουργός δημοσίων έργων κ. Αγγελούσης, μετέβη εις τας εγκαταστάσεις του ξενοδοχείου ΤΑΠΟΤΕ διά να εξετάση το ζήτημα της αποπερατώσεως του έργου. Εκεί συνεκάλεσε ευρείαν σύσκεψιν μετά των αρμοδίων υπηρεσιών και των εκπροσώπων του Δήμου και του Τουριστικού Οργανισμού. Ο κ. Αγγελούσης εδήλωσεν ότι το ζήτημα των πολεοδομικών θεμάτων της πόλεως θα εξετασθή εκ νέου και ότι θα γίνη νέα μελέτη διά το ξενοδοχείον εντός του τρέχοντος μηνός, ώστε να προχωρήσουν αι εργασίαι ταχύτερον. Την δευτέραν ο κ. υφυπουργός θα επισκεφθή και τας λοιπάς περιοχάς. bbox=[5, 81, 135, 210]
body-text: ΑΘΗΝΑΙ, 24. — Ο γενικός διευθυντής υγιεινής του υπουργείου Κοινωνικών Υπηρεσιών δι' ανακοινώσεώς του προς τον Τύπον τονίζει ότι η γρίππη η οποία ενδημεί κατά την διάρκειαν του χειμώνος είναι ηπίας μορφής και αι επιπλοκαί παρατηρούνται εις ελαχίστας περιπτώσεις μεταξύ βρεφών, γερόντων και βαρέως ασθενών. Συνιστάται η αποφυγή του συγχρωτισμού. bbox=[423, 352, 561, 421]
headline: ΥΠΟ ΤΗΣ ΓΑΛΛΙΚΗΣ ΑΚΑΔΗΜΙΑΣ ΕΠΙΓΡΑΦΩΝ bbox=[889, 1716, 1116, 1746]
article bbox=[421, 1597, 709, 2181]
lottery-number-line: 56005 56197 57006 60281 61477 bbox=[858, 2443, 977, 2452]
article-body bbox=[855, 1301, 1150, 1484]
currency-name: Αγγλίας bbox=[285, 352, 313, 360]
headline: ΔΙΑ ΤΗΝ ΔΙΟΙΚΗΣΙΝ ΤΩΝ ΣΥΝΕΤΑΙΡΙΣΜΩΝ ΒΕΡΟΙΑΣ bbox=[48, 311, 230, 341]
headline: ΜΕΤΑΞΥ ΣΟΒΙΕΤΙΚΗΣ ΡΩΣΣΙΑΣ ΚΑΙ ΚΥΠΡΟΥ bbox=[883, 1269, 1121, 1300]
body-text: ΑΘΗΝΑΙ, 24. — Ως ανεκοινώθη αρμοδίως, μεταξύ 1ης Μαρτίου και 5ης Απριλίου, θα αναχωρήσουν εκ Πειραιώς δι' Αυστραλίαν 4.500 περίπου Έλληνες μετανάσται. Συγκεκριμένως διά του ατμοπλοίου Πατρίς θα αναχωρήσουν την 5ην Μαρτίου 1.400 μετανάσται, την 10ην 1.100 και την 20ην 1.000, ενώ οι υπόλοιποι θα αναχωρήσουν αεροπορικώς. bbox=[282, 79, 414, 147]
body-text: ΗΡΑΚΛΕΙΟΝ, 24. — Τέως υποψήφιος της ΕΡΕ, ο οποίος είχε καταλύσει εις ξενοδοχείον της πόλεως, ανεχώρησε χωρίς να εξοφλήση τον λογαριασμόν του. Ο ξενοδόχος υπέβαλε μήνυσιν. bbox=[716, 314, 848, 352]
headline: ΜΙΚΡΑΙ ΕΙΔΗΣΕΙΣ ΑΠΟ ΤΑΣ ΕΠΑΡΧΙΑΣ ΒΟΡ. ΕΛΛΑΔΟΣ bbox=[9, 1727, 270, 1757]
headline: Ο Κ. ΠΑΠΑΝΟΥΤΣΟΣ ΑΝΑΛΑΜΒΑΝΕΙ ΠΑΛΙΝ bbox=[440, 968, 690, 998]
body-text: Ο πρωθυπουργός εις απάντησιν προς την ΕΔΑ εδήλωσεν ότι η κυβέρνησις του Κέντρου είναι κυβέρνησις του λαού και ότι δεν θα επιτρέψη εις ουδένα να αμφισβητήση τον δημοκρατικόν χαρακτήρα της. Ο κ. Παπανδρέου προσέθεσεν ότι η ΕΔΑ οφείλει να σεβασθή την ετυμηγορίαν του ελληνικού λαού, ο οποίος έδωσε την πλειοψηφίαν εις την Ένωσιν Κέντρου. bbox=[423, 2266, 561, 2335]
article bbox=[421, 540, 709, 807]
article bbox=[855, 658, 1150, 865]
body-text: ΑΘΗΝΑΙ, 24. — Διά το ανακύψαν ζήτημα της εποπτείας των υπηρεσιών του Γενικού Λογιστηρίου του Κράτους εξεδόθη απόφασις του πρωθυπουργού, διά της οποίας ανατίθεται εις τον υφυπουργόν των Οικονομικών κ. Στεφανίδην η εποπτεία και ο έλεγχος των υπηρεσιών του. Ο κ. Στεφανίδης ανέλαβε σήμερον τα καθήκοντά του και συνειργάσθη μετά του γενικού διευθυντού και των ανωτέρων υπαλλήλων. Επί του προκειμένου ο κ. υφυπουργός εδήλωσεν ότι θα επιδιώξη την ταχυτέραν διεκπεραίωσιν των εκκρεμών υποθέσεων του Δημοσίου, ιδία όσον αφορά την πληρωμήν των δημοσίων υπαλλήλων και των συνταξιούχων, ως και την απλούστευσιν των διαδικασιών ελέγχου των δαπανών. Επίσης ο κ. Στεφανίδης συνειργάσθη με τους προϊσταμένους των διευθύνσεων επί των μέτρων που πρέπει να ληφθούν. bbox=[5, 497, 136, 657]
article bbox=[855, 1697, 1150, 1916]
headline: ΜΑΘΗΤΑΙ ΤΗΣ ΖΑΚΥΝΘΟΥ ΚΑΙ ΤΟΥ ΗΡΑΚΛΕΙΟΥ bbox=[881, 871, 1124, 901]
body-text-continued: ΑΘΗΝΑΙ, 24. — Διά το ανακύψαν ζήτημα της εποπτείας των υπηρεσιών του Γενικού Λογιστηρίου του Κράτους εξεδόθη απόφασις του πρωθυπουργού, διά της οποίας ανατίθεται εις τον υφυπουργόν των Οικονομικών κ. Στεφανίδην η εποπτεία και ο έλεγχος των υπηρεσιών του. Ο κ. Στεφανίδης ανέλαβε σήμερον τα καθήκοντά του και συνειργάσθη μετά του γενικού διευθυντού και των ανωτέρων υπαλλήλων. Επί του προκειμένου ο κ. υφυπουργός εδήλωσεν ότι θα επιδιώξη την ταχυτέραν διεκπεραίωσιν των εκκρεμών υποθέσεων του Δημοσίου, ιδία όσον αφορά την πληρωμήν των δημοσίων υπαλλήλων και των συνταξιούχων, ως και την απλούστευσιν των διαδικασιών ελέγχου των δαπανών. Επίσης ο κ. Στεφανίδης συνειργάσθη με τους προϊσταμένους των διευθύνσεων επί των μέτρων που πρέπει να ληφθούν. bbox=[143, 497, 274, 657]
subheadline: ΑΠΟ ΤΗΝ ΦΛΩΡΙΝΑΝ bbox=[84, 1896, 194, 1907]
currency-rate: 255,00—256,00 bbox=[360, 360, 411, 368]
headline: ΜΕ ΑΜΕΡΙΚΑΝΟΥΣ ΕΠΙΒΑΤΑΣ ΕΚ ΣΜΥΡΝΗΣ bbox=[452, 608, 678, 638]
lottery-number-line: Ανά 200 δρχ. κερδίζουν οι bbox=[858, 2388, 961, 2396]
body-text: ΑΘΗΝΑΙ, 24. — Ανεκοινώθη ότι διά των καταργηθησομένων εκτάκτων μέτρων θα ζητούνται πιστοποιητικά κοινωνικών φρονημάτων μόνον διά τας δημοσίας υπηρεσίας και όχι διά τους πολίτας εν γένει. Επίσης αι διοικητικαί εκτοπίσεις δεν θα γίνωνται πλέον. Ο πρωθυπουργός εδήλωσεν ότι η κυβέρνησις είναι αποφασισμένη να εφαρμόση το πρόγραμμα της εκδημοκρατισμού της δημοσίας ζωής. bbox=[423, 81, 561, 157]
headline: ΟΙ ΚΕΡΔΙΖΟΝΤΕΣ ΑΡΙΘΜΟΙ ΤΟΥ ΛΑΪΚΟΥ ΛΑΧΕΙΟΥ bbox=[865, 2175, 1140, 2206]
column-4 bbox=[713, 0, 850, 2374]
